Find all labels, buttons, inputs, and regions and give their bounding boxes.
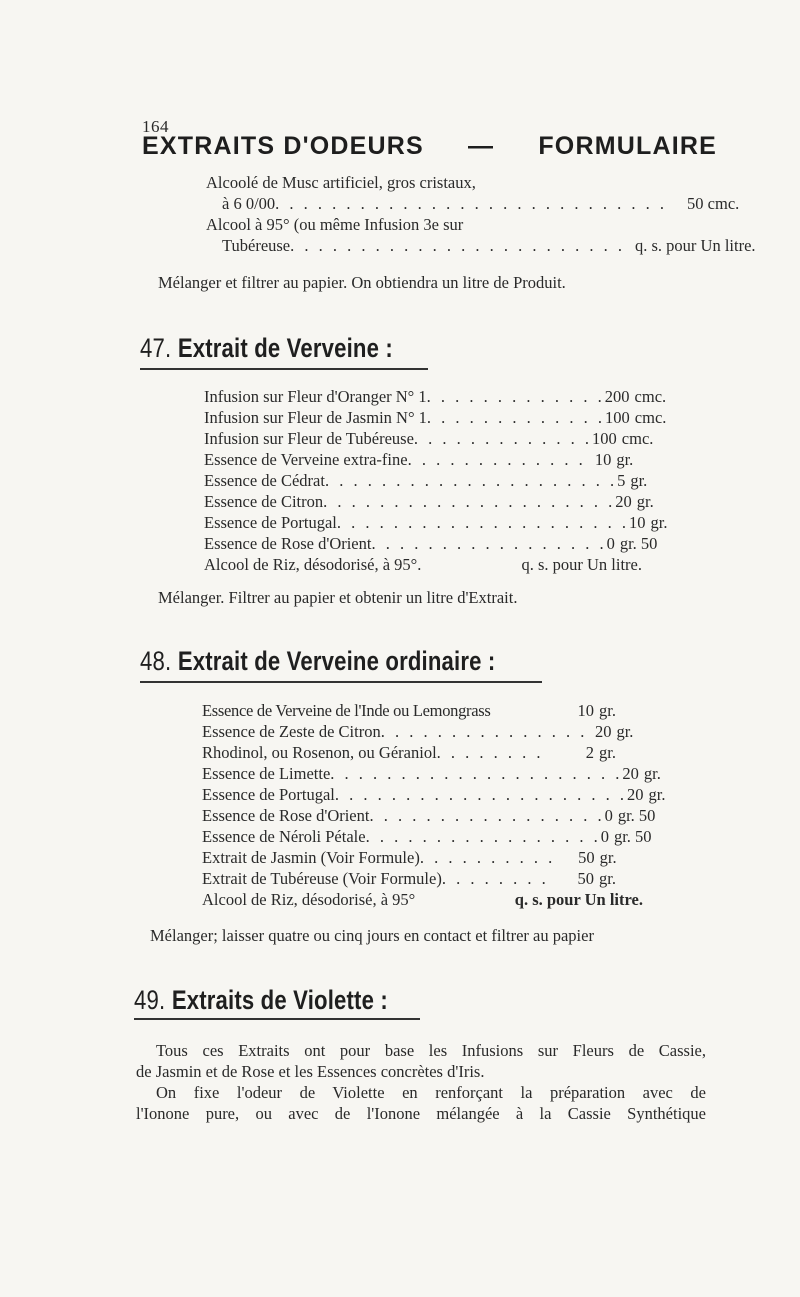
table-row: Extrait de Jasmin (Voir Formule) . . . . . . . . . . 50 gr. (202, 847, 643, 868)
table-row: Essence de Verveine extra-fine . . . . . . . . . . . . . 10 gr. (204, 449, 642, 470)
section-heading: Extrait de Verveine ordinaire : (177, 646, 496, 676)
ingredient-label: Essence de Citron (204, 492, 324, 511)
ingredient-amount: 50 cmc. (687, 194, 740, 213)
recipe-line (206, 214, 626, 235)
table-row: Essence de Limette . . . . . . . . . . . . . . . . . . . . . 20 gr. (202, 764, 661, 783)
ingredient-amount: 2 (585, 743, 594, 762)
table-row: Rhodinol, ou Rosenon, ou Géraniol . . . . . . . . 2 gr. (202, 742, 643, 763)
recipe-line (206, 172, 626, 193)
table-row: Essence de Néroli Pétale . . . . . . . . . . . . . . . . . 0 gr. 50 (202, 827, 652, 846)
table-row: Essence de Cédrat . . . . . . . . . . . . . . . . . . . . . 5 gr. (204, 471, 648, 490)
ingredient-amount: q. s. pour Un litre. (521, 555, 642, 574)
intro-recipe (206, 172, 756, 256)
ingredient-unit: gr. (643, 764, 661, 783)
ingredient-label: Essence de Limette (202, 764, 331, 783)
ingredient-label: Infusion sur Fleur de Tubéreuse (204, 429, 414, 448)
section-number: 47. (140, 333, 172, 363)
ingredient-label: Extrait de Tubéreuse (Voir Formule) (202, 869, 442, 888)
ingredient-amount: 100 (592, 429, 617, 448)
table-row: Infusion sur Fleur de Jasmin N° 1 . . . . . . . . . . . . . 100 cmc. (204, 408, 667, 427)
ingredient-unit: gr. (630, 471, 648, 490)
ingredient-label: Essence de Rose d'Orient (204, 534, 372, 553)
section-number: 48. (140, 646, 172, 676)
ingredient-amount: q. s. pour Un litre. (514, 890, 643, 909)
ingredient-label: Alcoolé de Musc artificiel, gros cristaux, (206, 173, 476, 192)
table-row: Essence de Rose d'Orient . . . . . . . . . . . . . . . . . 0 gr. 50 (204, 534, 658, 553)
section-rule (134, 1018, 420, 1020)
ingredient-amount: 10 (594, 450, 612, 469)
ingredient-label: Infusion sur Fleur d'Oranger N° 1 (204, 387, 427, 406)
section-title-47 (140, 333, 393, 364)
ingredient-amount: 5 (617, 471, 626, 490)
section-heading: Extrait de Verveine : (177, 333, 393, 363)
ingredient-label: Essence de Verveine extra-fine (204, 450, 408, 469)
ingredient-unit: gr. 50 (617, 806, 656, 825)
running-head-subtitle: FORMULAIRE (538, 132, 717, 160)
table-row: Essence de Portugal . . . . . . . . . . . . . . . . . . . . . 10 gr. (204, 513, 668, 532)
paragraph-line: de Jasmin et de Rose et les Essences concrètes d'Iris. (136, 1062, 485, 1081)
ingredient-amount: q. s. pour Un litre. (635, 236, 756, 255)
ingredient-amount: 20 (615, 492, 632, 511)
running-head-title: EXTRAITS D'ODEURS (142, 132, 424, 160)
ingredient-unit: gr. (599, 869, 616, 888)
ingredient-label: Infusion sur Fleur de Jasmin N° 1 (204, 408, 427, 427)
table-row: Essence de Portugal . . . . . . . . . . . . . . . . . . . . . 20 gr. (202, 785, 666, 804)
ingredient-label: Essence de Rose d'Orient (202, 806, 370, 825)
ingredient-unit: gr. (636, 492, 654, 511)
ingredient-unit: gr. (648, 785, 666, 804)
ingredient-unit: gr. (599, 701, 616, 720)
ingredient-amount: 0 (600, 827, 609, 846)
ingredient-amount: 10 (577, 701, 594, 720)
ingredient-amount: 50 (577, 869, 594, 888)
table-row: Extrait de Tubéreuse (Voir Formule) . . . . . . . . 50 gr. (202, 868, 643, 889)
section-note-47: Mélanger. Filtrer au papier et obtenir un litre d'Extrait. (158, 588, 518, 607)
ingredient-amount: 100 (605, 408, 630, 427)
section-number: 49. (134, 985, 166, 1015)
ingredient-unit: gr. (650, 513, 668, 532)
section-heading: Extraits de Violette : (171, 985, 388, 1015)
ingredient-label: Extrait de Jasmin (Voir Formule) (202, 848, 420, 867)
table-row (202, 889, 643, 910)
ingredient-label: Essence de Portugal (202, 785, 335, 804)
ingredient-label: Alcool de Riz, désodorisé, à 95°. (204, 555, 422, 574)
running-head-dash: — (468, 132, 495, 160)
ingredient-amount: 50 (578, 848, 595, 867)
ingredient-label: Essence de Verveine de l'Inde ou Lemongrass (202, 701, 491, 720)
recipe-table-48 (202, 700, 666, 910)
ingredient-unit: cmc. (634, 408, 667, 427)
section-rule (140, 681, 542, 683)
section-title-49 (134, 985, 388, 1016)
ingredient-unit: gr. (599, 848, 617, 867)
running-head (142, 132, 717, 161)
ingredient-label: Alcool de Riz, désodorisé, à 95° (202, 890, 416, 909)
table-row: Essence de Zeste de Citron . . . . . . . . . . . . . . . 20 gr. (202, 721, 643, 742)
section-rule (140, 368, 428, 370)
ingredient-label: Essence de Zeste de Citron (202, 722, 381, 741)
table-row (202, 700, 643, 721)
paragraph-line: On fixe l'odeur de Violette en renforçant la préparation avec de (156, 1083, 706, 1102)
paragraph-line: Tous ces Extraits ont pour base les Infusions sur Fleurs de Cassie, (156, 1041, 706, 1060)
section-title-48 (140, 646, 495, 677)
page-number: 164 (142, 117, 169, 136)
ingredient-amount: 200 (604, 387, 630, 406)
intro-note: Mélanger et filtrer au papier. On obtiendra un litre de Produit. (158, 273, 566, 292)
table-row: Infusion sur Fleur d'Oranger N° 1 . . . . . . . . . . . . . 200 cmc. (204, 387, 667, 406)
ingredient-unit: gr. (599, 743, 616, 762)
ingredient-amount: 0 (606, 534, 615, 553)
ingredient-label: Tubéreuse (222, 236, 291, 255)
ingredient-amount: 10 (629, 513, 646, 532)
ingredient-unit: gr. (616, 722, 634, 741)
recipe-line: à 6 0/00 . . . . . . . . . . . . . . . . . . . . . . . . . . . . 50 cmc. (222, 194, 740, 213)
ingredient-unit: gr. 50 (619, 534, 658, 553)
ingredient-unit: cmc. (634, 387, 667, 406)
table-row (204, 554, 642, 575)
section-note-48: Mélanger; laisser quatre ou cinq jours en contact et filtrer au papier (150, 926, 594, 945)
recipe-table-47 (204, 386, 668, 575)
ingredient-unit: gr. 50 (613, 827, 652, 846)
table-row: Essence de Citron . . . . . . . . . . . . . . . . . . . . . 20 gr. (204, 492, 654, 511)
ingredient-unit: cmc. (621, 429, 654, 448)
section-body-49 (136, 1040, 706, 1124)
ingredient-unit: gr. (616, 450, 634, 469)
ingredient-amount: 20 (622, 764, 639, 783)
ingredient-amount: 0 (604, 806, 613, 825)
ingredient-label: Essence de Néroli Pétale (202, 827, 366, 846)
ingredient-amount: 20 (627, 785, 644, 804)
ingredient-label: Essence de Portugal (204, 513, 337, 532)
recipe-line: Tubéreuse . . . . . . . . . . . . . . . . . . . . . . . . q. s. pour Un litre. (222, 236, 756, 255)
ingredient-label: Alcool à 95° (ou même Infusion 3e sur (206, 215, 464, 234)
table-row: Essence de Rose d'Orient . . . . . . . . . . . . . . . . . 0 gr. 50 (202, 806, 656, 825)
paragraph-line: l'Ionone pure, ou avec de l'Ionone mélangée à la Cassie Synthétique (136, 1104, 706, 1123)
table-row: Infusion sur Fleur de Tubéreuse . . . . . . . . . . . . . 100 cmc. (204, 429, 654, 448)
ingredient-label: Essence de Cédrat (204, 471, 325, 490)
ingredient-amount: 20 (594, 722, 612, 741)
ingredient-label: à 6 0/00 (222, 194, 276, 213)
ingredient-label: Rhodinol, ou Rosenon, ou Géraniol (202, 743, 437, 762)
